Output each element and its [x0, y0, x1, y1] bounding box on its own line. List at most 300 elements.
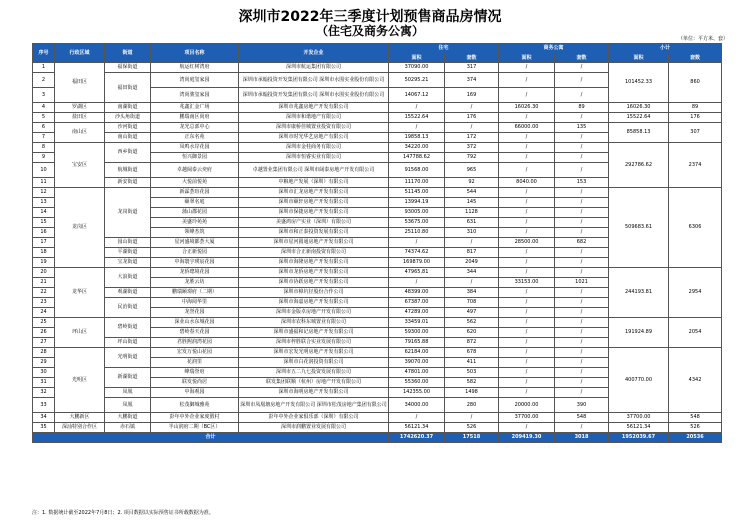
district-cell: 大鹏新区 [55, 413, 105, 423]
res-area-cell: / [389, 238, 445, 248]
com-area-cell: 66000.00 [499, 123, 555, 133]
project-cell: 美盛玲苑苑 [151, 218, 239, 228]
project-cell: 龙誉花园 [151, 308, 239, 318]
developer-cell: 深圳市海隆房地产开发有限公司 [239, 258, 389, 268]
presale-table [32, 43, 722, 443]
seq-cell: 22 [33, 288, 55, 298]
district-cell: 坪山区 [55, 318, 105, 348]
res-area-cell: 62184.00 [389, 348, 445, 358]
com-units-cell: / [555, 198, 609, 208]
sub-units-cell: 860 [669, 63, 722, 103]
header-commercial: 商务公寓 [499, 44, 609, 54]
table-row [33, 188, 722, 198]
com-area-cell: / [499, 423, 555, 433]
district-cell: 宝安区 [55, 143, 105, 188]
seq-cell: 13 [33, 198, 55, 208]
res-units-cell: 678 [445, 348, 499, 358]
res-units-cell: 708 [445, 298, 499, 308]
com-area-cell: / [499, 133, 555, 143]
developer-cell: 深圳市农科东城置业有限公司 [239, 318, 389, 328]
table-row [33, 113, 722, 123]
res-units-cell: 1498 [445, 388, 499, 398]
developer-cell: 深圳市盛福和记房地产开发有限公司 [239, 328, 389, 338]
seq-cell: 16 [33, 228, 55, 238]
com-units-cell: / [555, 248, 609, 258]
seq-cell: 3 [33, 88, 55, 103]
res-units-cell: 562 [445, 318, 499, 328]
res-units-cell: 497 [445, 308, 499, 318]
developer-cell: 深圳市梓胜联合实业发展有限公司 [239, 338, 389, 348]
unit-note: （单位：平方米、套） [677, 36, 728, 42]
sub-area-cell: 101452.33 [609, 63, 669, 103]
com-units-cell: / [555, 258, 609, 268]
com-units-cell: / [555, 153, 609, 163]
seq-cell: 18 [33, 248, 55, 258]
project-cell: 鹏瑞颐璟府（二期） [151, 288, 239, 298]
seq-cell: 5 [33, 113, 55, 123]
sub-units-cell: 4342 [669, 348, 722, 413]
page-title: 深圳市2022年三季度计划预售商品房情况 [238, 9, 502, 25]
seq-cell: 21 [33, 278, 55, 288]
developer-cell: 深圳市樟坑径股份合作公司 [239, 288, 389, 298]
street-cell: 光明街道 [105, 348, 151, 368]
com-area-cell: / [499, 348, 555, 358]
developer-cell: 深圳市白花润投资有限公司 [239, 358, 389, 368]
com-area-cell: / [499, 153, 555, 163]
street-cell: 西乡街道 [105, 143, 151, 163]
total-sub-area: 1952039.67 [609, 433, 669, 443]
developer-cell: 深圳市五二九七投资发展有限公司 [239, 368, 389, 378]
res-units-cell: 503 [445, 368, 499, 378]
res-area-cell: 19858.13 [389, 133, 445, 143]
res-area-cell: 39070.00 [389, 358, 445, 368]
res-units-cell: 872 [445, 338, 499, 348]
project-cell: 兆鑫汇金广场 [151, 103, 239, 113]
res-units-cell: 965 [445, 163, 499, 178]
developer-cell: 深圳市金桂商务有限公司 [239, 143, 389, 153]
project-cell: 中海阅华里 [151, 298, 239, 308]
com-units-cell: 153 [555, 178, 609, 188]
res-units-cell: / [445, 103, 499, 113]
com-area-cell: / [499, 378, 555, 388]
developer-cell: 深圳市汇龙房地产开发有限公司 [239, 188, 389, 198]
header-res-units: 套数 [445, 54, 499, 63]
developer-cell: 美盛鸿房产实业（深圳）有限公司 [239, 218, 389, 228]
com-units-cell: / [555, 358, 609, 368]
street-cell: 福保街道 [105, 63, 151, 73]
com-units-cell: 89 [555, 103, 609, 113]
res-units-cell: 817 [445, 248, 499, 258]
project-cell: 领峰杰筑 [151, 228, 239, 238]
res-area-cell: 33459.01 [389, 318, 445, 328]
developer-cell: 深圳市和谐地产有限公司 [239, 113, 389, 123]
table-row [33, 423, 722, 433]
res-units-cell: 280 [445, 398, 499, 413]
street-cell: 平湖街道 [105, 248, 151, 258]
project-cell: 半山润府二期（BC区） [151, 423, 239, 433]
project-cell: 峰瑞誉府 [151, 368, 239, 378]
table-row [33, 268, 722, 278]
developer-cell: 深圳市保捷房地产开发有限公司 [239, 208, 389, 218]
res-area-cell: 34000.00 [389, 398, 445, 413]
com-units-cell: / [555, 228, 609, 238]
table-body [33, 63, 722, 443]
res-units-cell: / [445, 413, 499, 423]
street-cell: 民治街道 [105, 298, 151, 318]
project-cell: 彭年中外企业家度假村 [151, 413, 239, 423]
seq-cell: 34 [33, 413, 55, 423]
street-cell: 凤凰 [105, 398, 151, 413]
seq-cell: 14 [33, 208, 55, 218]
developer-cell: 深圳市航运集团有限公司 [239, 63, 389, 73]
com-units-cell: / [555, 423, 609, 433]
com-units-cell: / [555, 338, 609, 348]
seq-cell: 30 [33, 368, 55, 378]
res-units-cell: 145 [445, 198, 499, 208]
com-area-cell: / [499, 358, 555, 368]
res-units-cell: 372 [445, 143, 499, 153]
com-area-cell: / [499, 368, 555, 378]
seq-cell: 8 [33, 143, 55, 153]
header-project: 项目名称 [151, 44, 239, 63]
res-units-cell: / [445, 238, 499, 248]
project-cell: 湾尚庭玺家园 [151, 73, 239, 88]
res-area-cell: 47289.00 [389, 308, 445, 318]
project-cell: 中海寰宇瑛宸花园 [151, 258, 239, 268]
project-cell: 松茂御城雅苑 [151, 398, 239, 413]
seq-cell: 33 [33, 398, 55, 413]
sub-units-cell: 526 [669, 423, 722, 433]
project-cell: 龙侨璁境花园 [151, 268, 239, 278]
com-units-cell: 390 [555, 398, 609, 413]
com-area-cell: / [499, 318, 555, 328]
res-units-cell: 1128 [445, 208, 499, 218]
seq-cell: 32 [33, 388, 55, 398]
developer-cell: 中粮地产发展（深圳）有限公司 [239, 178, 389, 188]
project-cell: 卓越阔泰云奕府 [151, 163, 239, 178]
developer-cell: 深圳市宏发光明房地产开发有限公司 [239, 348, 389, 358]
seq-cell: 27 [33, 338, 55, 348]
com-units-cell: 135 [555, 123, 609, 133]
res-area-cell: 51145.00 [389, 188, 445, 198]
com-units-cell: / [555, 143, 609, 153]
res-area-cell: 13994.19 [389, 198, 445, 208]
res-units-cell: 310 [445, 228, 499, 238]
com-units-cell: / [555, 113, 609, 123]
project-cell: 恒兴御景园 [151, 153, 239, 163]
developer-cell: 深圳市恒睿实业有限公司 [239, 153, 389, 163]
res-area-cell: 53675.00 [389, 218, 445, 228]
project-cell: 深业山水东城花园 [151, 318, 239, 328]
com-area-cell: / [499, 258, 555, 268]
res-area-cell: / [389, 413, 445, 423]
com-area-cell: 37700.00 [499, 413, 555, 423]
com-units-cell: / [555, 298, 609, 308]
res-area-cell: / [389, 123, 445, 133]
sub-units-cell: 176 [669, 113, 722, 123]
developer-cell: 深圳市凤凰塘房地产开发有限公司 深圳市松茂房地产集团有限公司 [239, 398, 389, 413]
res-units-cell: / [445, 123, 499, 133]
project-cell: 凤鸣水岸花园 [151, 143, 239, 153]
developer-cell: 深圳市海嘉房地产开发有限公司 [239, 298, 389, 308]
sub-area-cell: 16026.30 [609, 103, 669, 113]
res-units-cell: / [445, 278, 499, 288]
res-area-cell: 11170.00 [389, 178, 445, 188]
header-seq: 序号 [33, 44, 55, 63]
seq-cell: 4 [33, 103, 55, 113]
res-area-cell: 47801.00 [389, 368, 445, 378]
seq-cell: 20 [33, 268, 55, 278]
developer-cell: 深圳市金版卓房地产开发有限公司 [239, 308, 389, 318]
developer-cell: 深圳市星河圆通房地产开发有限公司 [239, 238, 389, 248]
header-com-area: 面积 [499, 54, 555, 63]
project-cell: 龙光总部中心 [151, 123, 239, 133]
seq-cell: 35 [33, 423, 55, 433]
header-sub-units: 套数 [669, 54, 722, 63]
com-units-cell: / [555, 378, 609, 388]
project-cell: 花润里 [151, 358, 239, 368]
res-area-cell: 15522.64 [389, 113, 445, 123]
project-cell: 星河盛境都荟大厦 [151, 238, 239, 248]
total-label: 合计 [33, 433, 389, 443]
project-cell: 合正新悦园 [151, 248, 239, 258]
res-area-cell: 48399.00 [389, 288, 445, 298]
sub-units-cell: 2054 [669, 318, 722, 348]
street-cell: 观湖街道 [105, 288, 151, 298]
street-cell: 新湖街道 [105, 368, 151, 388]
page-subtitle: （住宅及商务公寓） [315, 24, 424, 38]
com-units-cell: / [555, 368, 609, 378]
com-units-cell: 682 [555, 238, 609, 248]
header-developer: 开发企业 [239, 44, 389, 63]
district-cell: 盐田区 [55, 113, 105, 123]
header-district: 行政区域 [55, 44, 105, 63]
com-units-cell: / [555, 328, 609, 338]
com-units-cell: / [555, 388, 609, 398]
com-units-cell: 548 [555, 413, 609, 423]
table-row [33, 103, 722, 113]
res-units-cell: 544 [445, 188, 499, 198]
res-area-cell: 56121.34 [389, 423, 445, 433]
table-row [33, 63, 722, 73]
sub-area-cell: 509683.61 [609, 188, 669, 268]
com-area-cell: 16026.30 [499, 103, 555, 113]
res-units-cell: 526 [445, 423, 499, 433]
district-cell: 龙华区 [55, 268, 105, 318]
com-area-cell: / [499, 63, 555, 73]
footnote: 注：1. 数据统计截至2022年7月8日；2. 项目数据以实际预售证书所载数据为准。 [32, 510, 214, 516]
developer-cell: 深圳市龙侨房地产开发有限公司 [239, 268, 389, 278]
res-units-cell: 374 [445, 73, 499, 88]
res-area-cell: 74374.62 [389, 248, 445, 258]
seq-cell: 11 [33, 178, 55, 188]
sub-units-cell: 307 [669, 123, 722, 143]
com-area-cell: 8040.00 [499, 178, 555, 188]
com-units-cell: 1021 [555, 278, 609, 288]
developer-cell: 深圳市承翰投资开发集团有限公司 深圳市水围实业股份有限公司 [239, 73, 389, 88]
seq-cell: 6 [33, 123, 55, 133]
project-cell: 正东名苑 [151, 133, 239, 143]
street-cell: 航城街道 [105, 163, 151, 178]
total-res-area: 1742620.37 [389, 433, 445, 443]
com-units-cell: / [555, 88, 609, 103]
res-area-cell: / [389, 278, 445, 288]
res-area-cell: 147788.62 [389, 153, 445, 163]
sub-area-cell: 400770.00 [609, 348, 669, 413]
com-area-cell: / [499, 218, 555, 228]
district-cell: 福田区 [55, 63, 105, 103]
com-units-cell: / [555, 218, 609, 228]
com-units-cell: / [555, 133, 609, 143]
project-cell: 龙胜云坊 [151, 278, 239, 288]
com-units-cell: / [555, 288, 609, 298]
com-units-cell: / [555, 308, 609, 318]
table-row [33, 318, 722, 328]
total-res-units: 17518 [445, 433, 499, 443]
seq-cell: 28 [33, 348, 55, 358]
res-area-cell: 67387.00 [389, 298, 445, 308]
sub-units-cell: 2374 [669, 143, 722, 188]
district-cell: 龙岗区 [55, 188, 105, 268]
res-area-cell: 37090.00 [389, 63, 445, 73]
developer-cell: 卓越置业集团有限公司 深圳市阔泰房地产开发有限公司 [239, 163, 389, 178]
sub-area-cell: 85858.13 [609, 123, 669, 143]
street-cell: 坪山街道 [105, 338, 151, 348]
header-subtotal: 小计 [609, 44, 722, 54]
com-area-cell: / [499, 298, 555, 308]
res-units-cell: 317 [445, 63, 499, 73]
res-units-cell: 384 [445, 288, 499, 298]
sub-units-cell: 89 [669, 103, 722, 113]
street-cell: 龙岗街道 [105, 188, 151, 238]
seq-cell: 9 [33, 153, 55, 163]
com-units-cell: / [555, 188, 609, 198]
com-area-cell: / [499, 228, 555, 238]
com-area-cell: / [499, 388, 555, 398]
table-row [33, 413, 722, 423]
res-area-cell: 91568.00 [389, 163, 445, 178]
project-cell: 宏发万悦山花园 [151, 348, 239, 358]
seq-cell: 7 [33, 133, 55, 143]
res-units-cell: 620 [445, 328, 499, 338]
com-area-cell: / [499, 163, 555, 178]
seq-cell: 2 [33, 73, 55, 88]
district-cell: 罗湖区 [55, 103, 105, 113]
res-units-cell: 344 [445, 268, 499, 278]
seq-cell: 31 [33, 378, 55, 388]
com-units-cell: / [555, 163, 609, 178]
res-area-cell: 14067.12 [389, 88, 445, 103]
res-area-cell: 55360.00 [389, 378, 445, 388]
table-row [33, 123, 722, 133]
com-area-cell: / [499, 113, 555, 123]
com-area-cell: / [499, 248, 555, 258]
project-cell: 颐翠名庭 [151, 198, 239, 208]
res-area-cell: 142355.00 [389, 388, 445, 398]
res-units-cell: 172 [445, 133, 499, 143]
seq-cell: 24 [33, 308, 55, 318]
street-cell: 新安街道 [105, 178, 151, 188]
project-cell: 大悦前悦苑 [151, 178, 239, 188]
res-units-cell: 631 [445, 218, 499, 228]
street-cell: 大鹏街道 [105, 413, 151, 423]
street-cell: 大浪街道 [105, 268, 151, 288]
com-area-cell: / [499, 268, 555, 278]
seq-cell: 19 [33, 258, 55, 268]
header-street: 街道 [105, 44, 151, 63]
street-cell: 南山街道 [105, 133, 151, 143]
district-cell: 南山区 [55, 123, 105, 143]
sub-area-cell: 244193.81 [609, 268, 669, 318]
sub-area-cell: 56121.34 [609, 423, 669, 433]
developer-cell: 深圳市海明房地产开发有限公司 [239, 388, 389, 398]
sub-area-cell: 37700.00 [609, 413, 669, 423]
sub-units-cell: 548 [669, 413, 722, 423]
total-row [33, 433, 722, 443]
developer-cell: 深圳市润鹏置业发展有限公司 [239, 423, 389, 433]
project-cell: 航运红树湾府 [151, 63, 239, 73]
res-area-cell: 50295.21 [389, 73, 445, 88]
seq-cell: 23 [33, 298, 55, 308]
seq-cell: 29 [33, 358, 55, 368]
com-units-cell: / [555, 63, 609, 73]
project-cell: 中海观园 [151, 388, 239, 398]
com-area-cell: / [499, 143, 555, 153]
table-row [33, 143, 722, 153]
project-cell: 碧岭春天花园 [151, 328, 239, 338]
res-area-cell: 79165.88 [389, 338, 445, 348]
com-area-cell: / [499, 73, 555, 88]
project-cell: 湾尚骏玺家园 [151, 88, 239, 103]
sub-area-cell: 191924.89 [609, 318, 669, 348]
developer-cell: 彭年中外企业家俱乐部（深圳）有限公司 [239, 413, 389, 423]
developer-cell: 深圳市承翰投资开发集团有限公司 深圳市水围实业股份有限公司 [239, 88, 389, 103]
developer-cell: 深圳市颐轩房地产开发有限公司 [239, 198, 389, 208]
com-area-cell: / [499, 198, 555, 208]
street-cell: 南湖街道 [105, 103, 151, 113]
res-units-cell: 2049 [445, 258, 499, 268]
res-area-cell: 93005.00 [389, 208, 445, 218]
header-com-units: 套数 [555, 54, 609, 63]
com-area-cell: / [499, 208, 555, 218]
res-area-cell: 59300.00 [389, 328, 445, 338]
res-units-cell: 176 [445, 113, 499, 123]
street-cell: 福田街道 [105, 73, 151, 103]
res-units-cell: 792 [445, 153, 499, 163]
seq-cell: 17 [33, 238, 55, 248]
seq-cell: 1 [33, 63, 55, 73]
district-cell: 光明区 [55, 348, 105, 413]
res-units-cell: 582 [445, 378, 499, 388]
developer-cell: 深圳市康桥佳城置业投资有限公司 [239, 123, 389, 133]
com-area-cell: / [499, 188, 555, 198]
com-area-cell: 20000.00 [499, 398, 555, 413]
developer-cell: 深圳市和正泰投资发展有限公司 [239, 228, 389, 238]
total-sub-units: 20536 [669, 433, 722, 443]
res-area-cell: 169879.00 [389, 258, 445, 268]
com-area-cell: / [499, 308, 555, 318]
res-units-cell: 92 [445, 178, 499, 188]
res-units-cell: 169 [445, 88, 499, 103]
seq-cell: 25 [33, 318, 55, 328]
street-cell: 赤石镇 [105, 423, 151, 433]
developer-cell: 深圳市协跃房地产开发有限公司 [239, 278, 389, 288]
res-area-cell: / [389, 103, 445, 113]
total-com-units: 3018 [555, 433, 609, 443]
developer-cell: 深圳市兆鑫房地产开发有限公司 [239, 103, 389, 113]
sub-units-cell: 6306 [669, 188, 722, 268]
table-row [33, 348, 722, 358]
